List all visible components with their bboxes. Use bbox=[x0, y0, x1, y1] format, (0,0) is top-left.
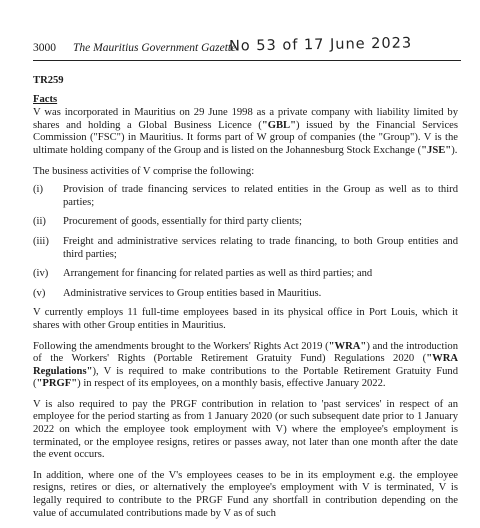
list-item bbox=[33, 216, 458, 229]
list-item-text: Procurement of goods, essentially for third party clients; bbox=[63, 216, 302, 228]
page-number: 3000 bbox=[33, 42, 56, 54]
paragraph-business-intro: The business activities of V comprise the following: bbox=[33, 165, 255, 177]
activities-list bbox=[33, 184, 458, 300]
paragraph-shortfall: In addition, where one of the V's employees ceases to be in its employment e.g. the employee resigns, retires or dies, or alternatively the employee's employment with V is terminated, V is legally required to contribute to the PRGF Fund any shortfall in contribution depending on the value of accumulated contributions made by V as of such bbox=[33, 469, 458, 519]
paragraph-prgf-amendments: Following the amendments brought to the Workers' Rights Act 2019 ("WRA") and the introduction of the Workers' Rights (Portable Retirement Gratuity Fund) Regulations 2020 ("WRA Regulations"), V is required to make contributions to the Portable Retirement Gratuity Fund ("PRGF") in respect of its employees, on a monthly basis, effective January 2022. bbox=[33, 340, 458, 390]
list-item bbox=[33, 288, 458, 301]
handwritten-issue-note: No 53 of 17 June 2023 bbox=[228, 35, 413, 55]
list-item-text: Arrangement for financing for related parties as well as third parties; and bbox=[63, 268, 373, 280]
list-item-text: Freight and administrative services relating to trade financing, to both Group entities and third parties; bbox=[63, 235, 458, 260]
list-item bbox=[33, 236, 458, 261]
section-heading-facts: Facts bbox=[33, 93, 58, 105]
list-item-text: Administrative services to Group entities based in Mauritius. bbox=[63, 287, 322, 299]
list-item-number: (iii) bbox=[33, 235, 49, 247]
header-rule bbox=[33, 60, 461, 61]
list-item-text: Provision of trade financing services to related entities in the Group as well as to third parties; bbox=[63, 184, 458, 208]
paragraph-employees: V currently employs 11 full-time employees based in its physical office in Port Louis, which it shares with other Group entities in Mauritius. bbox=[33, 307, 458, 331]
list-item-number: (iv) bbox=[33, 268, 49, 280]
gazette-title: The Mauritius Government Gazette bbox=[73, 42, 237, 54]
paragraph-past-services: V is also required to pay the PRGF contribution in relation to 'past services' in respect of an employee for the period starting as from 1 January 2020 (or such subsequent date prior to 1 January 2022 on which the employee took employment with V) where the employee's employment is terminated, or the employee resigns, retires or passes away, not later than one month after the date the event occurs. bbox=[33, 398, 458, 461]
list-item-number: (v) bbox=[33, 287, 46, 299]
paragraph-incorporation: V was incorporated in Mauritius on 29 June 1998 as a private company with liability limited by shares and holding a Global Business Licence ("GBL") issued by the Financial Services Commission ("FSC") in Mauritius. It forms part of W group of companies (the "Group"). V is the ultimate holding company of the Group and is listed on the Johannesburg Stock Exchange ("JSE"). bbox=[33, 107, 458, 156]
list-item bbox=[33, 268, 458, 281]
case-id: TR259 bbox=[33, 75, 64, 86]
list-item-number: (ii) bbox=[33, 216, 46, 228]
page-header bbox=[33, 35, 463, 58]
document-body bbox=[33, 75, 458, 528]
list-item-number: (i) bbox=[33, 184, 43, 196]
list-item bbox=[33, 184, 458, 209]
